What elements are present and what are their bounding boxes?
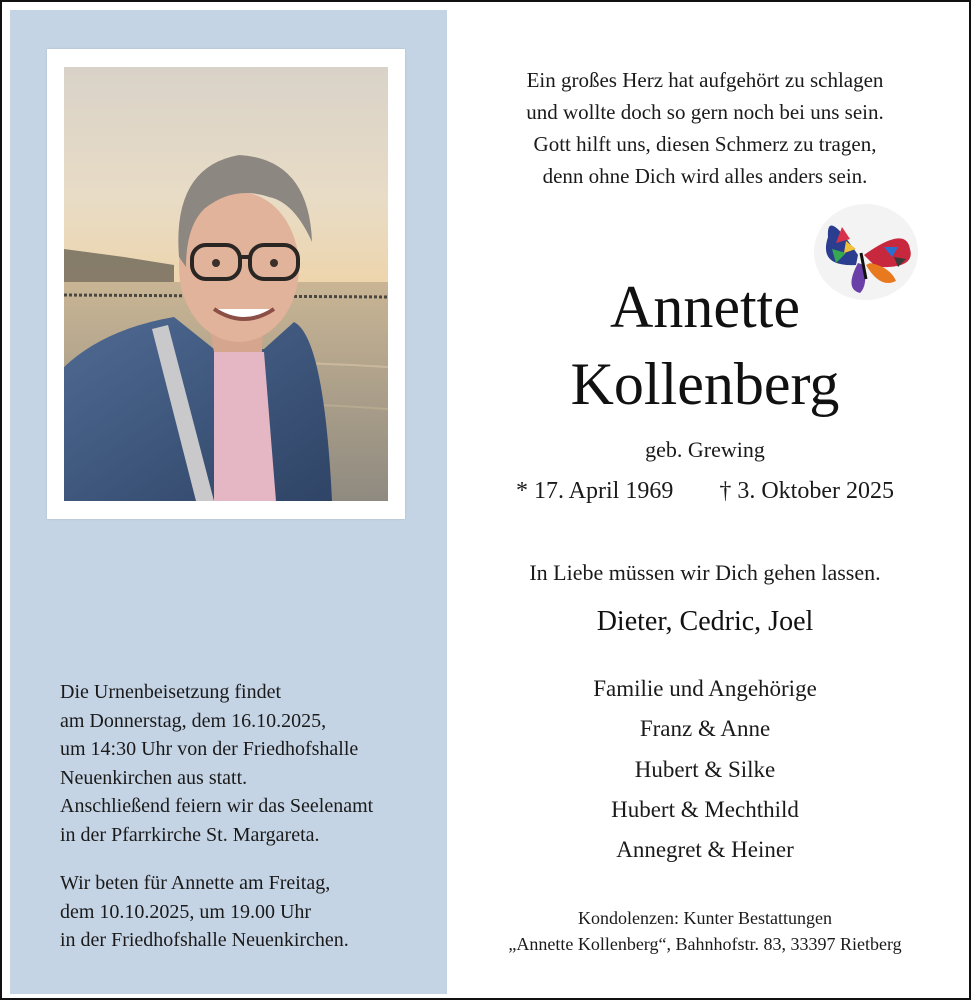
relatives-item: Familie und Angehörige [593,676,817,701]
memorial-verse [449,64,961,192]
death-cross-icon: † [719,478,732,504]
relatives-list [449,669,961,870]
funeral-line: Neuenkirchen aus statt. [60,766,248,789]
photo-frame [47,49,405,519]
prayer-line: dem 10.10.2025, um 19.00 Uhr [60,900,312,923]
funeral-line: am Donnerstag, dem 16.10.2025, [60,709,327,732]
birth-date: 17. April 1969 [534,478,674,504]
relatives-item: Franz & Anne [639,716,771,742]
verse-line: Ein großes Herz hat aufgehört zu schlagen [526,68,884,92]
funeral-line: in der Pfarrkirche St. Margareta. [60,823,320,846]
deceased-last-name: Kollenberg [570,351,840,417]
condolence-line: Kondolenzen: Kunter Bestattungen [578,908,832,928]
maiden-name: geb. Grewing [645,437,765,462]
farewell-line: In Liebe müssen wir Dich gehen lassen. [529,560,881,585]
closest-family: Dieter, Cedric, Joel [596,606,814,637]
verse-line: Gott hilft uns, diesen Schmerz zu tragen, [533,132,877,156]
left-panel [10,10,447,994]
right-panel [449,10,961,994]
prayer-line: Wir beten für Annette am Freitag, [60,872,331,894]
portrait-photo [64,67,388,501]
funeral-line: um 14:30 Uhr von der Friedhofshalle [60,738,359,760]
funeral-line: Anschließend feiern wir das Seelenamt [60,795,374,817]
condolence-line: „Annette Kollenberg“, Bahnhofstr. 83, 33397 Rietberg [508,934,902,954]
death-date: 3. Oktober 2025 [737,478,894,504]
relatives-item: Hubert & Mechthild [611,796,799,822]
deceased-first-name: Annette [610,274,800,340]
funeral-details [60,678,440,955]
birth-star-icon: * [516,478,528,504]
funeral-line: Die Urnenbeisetzung findet [60,681,282,703]
relatives-item: Hubert & Silke [634,756,776,782]
verse-line: und wollte doch so gern noch bei uns sein. [526,100,884,124]
relatives-item: Annegret & Heiner [616,837,794,863]
condolence-address [449,905,961,957]
life-dates [449,475,961,507]
verse-line: denn ohne Dich wird alles anders sein. [542,164,868,188]
prayer-line: in der Friedhofshalle Neuenkirchen. [60,929,349,951]
